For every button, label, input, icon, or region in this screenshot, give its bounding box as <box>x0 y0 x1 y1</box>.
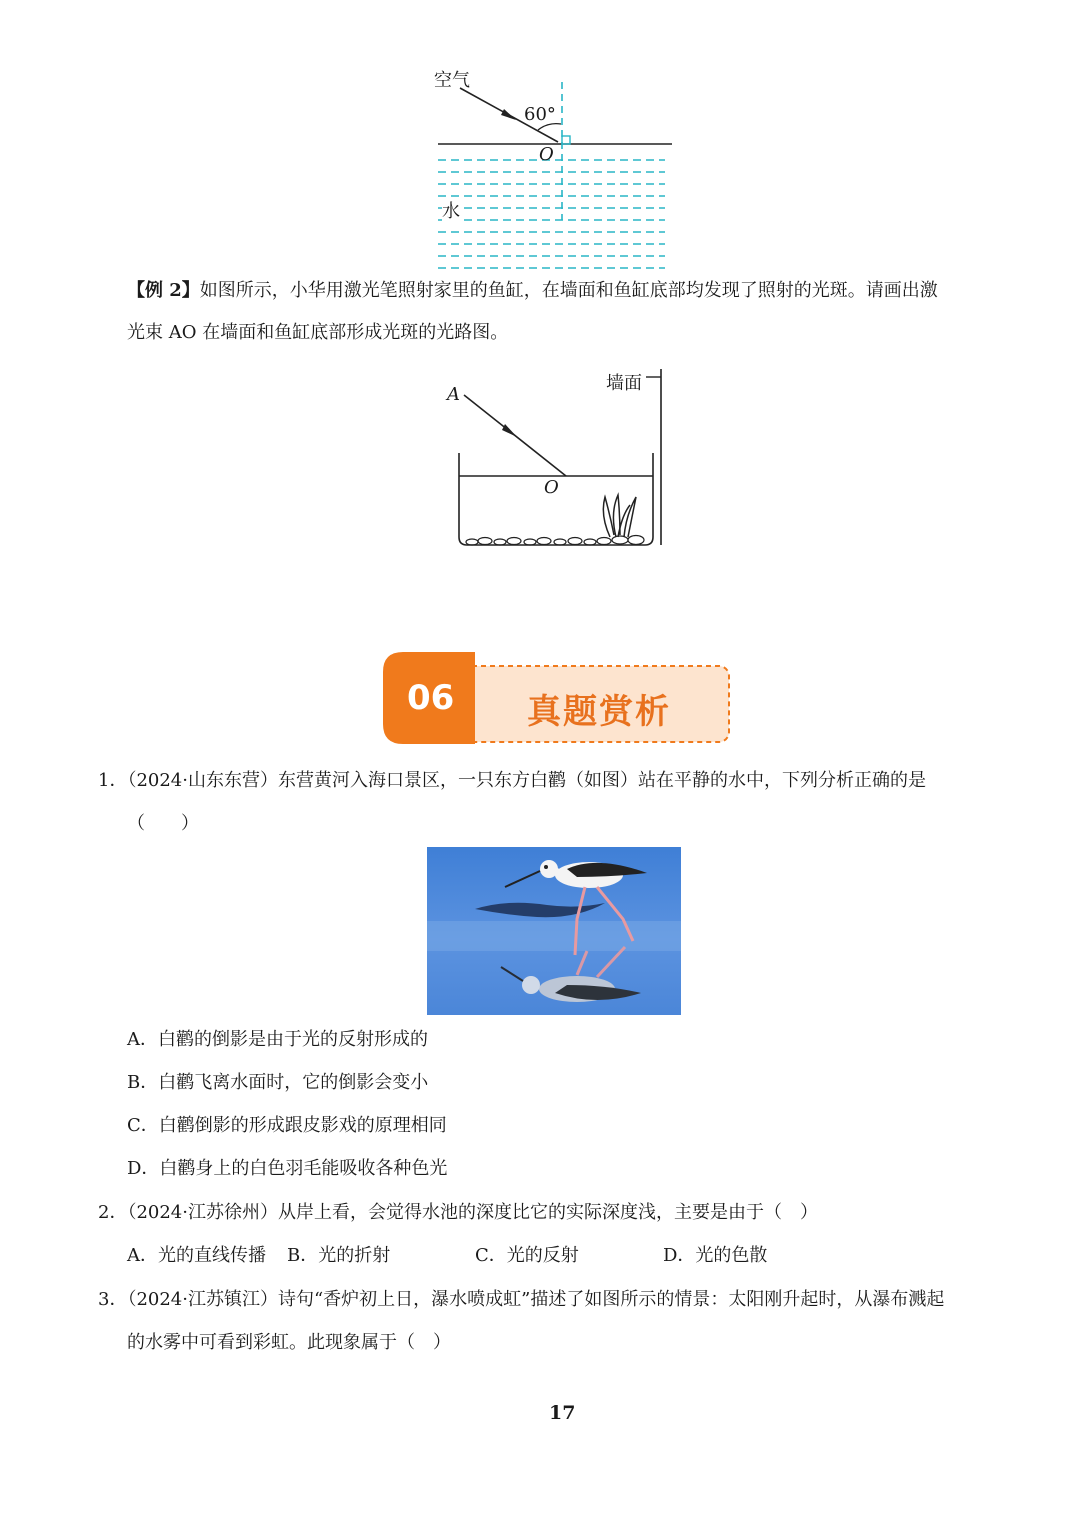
q1-option-c: C．白鹳倒影的形成跟皮影戏的原理相同 <box>127 1115 447 1136</box>
bird-photo <box>427 847 681 1015</box>
bird-photo-svg <box>427 847 681 1015</box>
q2-option-b: B．光的折射 <box>287 1245 391 1266</box>
example2-tag: 【例 2】 <box>127 280 200 301</box>
q2-option-d: D．光的色散 <box>663 1245 768 1266</box>
q1-option-d: D．白鹳身上的白色羽毛能吸收各种色光 <box>127 1158 448 1179</box>
refraction-svg <box>420 60 690 275</box>
section-number: 06 <box>407 678 455 718</box>
q2-option-c: C．光的反射 <box>475 1245 579 1266</box>
q1-line1: 1．（2024·山东东营）东营黄河入海口景区，一只东方白鹳（如图）站在平静的水中，下列分析正确的是 <box>98 770 926 791</box>
label-air: 空气 <box>434 70 470 91</box>
example2-line1 <box>127 282 938 300</box>
bird-eye <box>544 865 548 869</box>
example2-line2: 光束 AO 在墙面和鱼缸底部形成光斑的光路图。 <box>127 322 509 343</box>
section-title: 真题赏析 <box>527 692 671 732</box>
q2-line1: 2．（2024·江苏徐州）从岸上看，会觉得水池的深度比它的实际深度浅，主要是由于（ ） <box>98 1202 818 1223</box>
label-angle: 60° <box>524 104 556 125</box>
label-point-o: O <box>539 144 554 165</box>
water-region <box>438 160 665 268</box>
tank-outline <box>459 453 653 545</box>
page-number: 17 <box>549 1402 576 1424</box>
label-point-a: A <box>447 384 460 405</box>
q1-option-b: B．白鹳飞离水面时，它的倒影会变小 <box>127 1072 429 1093</box>
right-angle-mark <box>562 136 570 144</box>
label-water: 水 <box>442 197 460 223</box>
q3-line2: 的水雾中可看到彩虹。此现象属于（ ） <box>127 1332 451 1353</box>
q1-option-a: A．白鹳的倒影是由于光的反射形成的 <box>127 1029 428 1050</box>
label-wall: 墙面 <box>606 373 642 394</box>
section-badge <box>383 652 733 746</box>
pebbles <box>466 536 644 546</box>
q1-line2: （ ） <box>127 813 199 834</box>
laser-arrow <box>502 424 517 437</box>
water-band <box>427 921 681 951</box>
example2-text-1: 如图所示，小华用激光笔照射家里的鱼缸，在墙面和鱼缸底部均发现了照射的光斑。请画出激 <box>199 280 938 301</box>
q3-line1: 3．（2024·江苏镇江）诗句“香炉初上日，瀑水喷成虹”描述了如图所示的情景：太阳刚升起时，从瀑布溅起 <box>98 1289 945 1310</box>
figure-fish-tank <box>440 365 670 550</box>
water-plant <box>603 495 636 537</box>
label-point-o2: O <box>544 477 559 498</box>
figure-refraction <box>420 60 690 275</box>
ray-arrow <box>501 109 516 120</box>
q2-option-a: A．光的直线传播 <box>127 1245 266 1266</box>
